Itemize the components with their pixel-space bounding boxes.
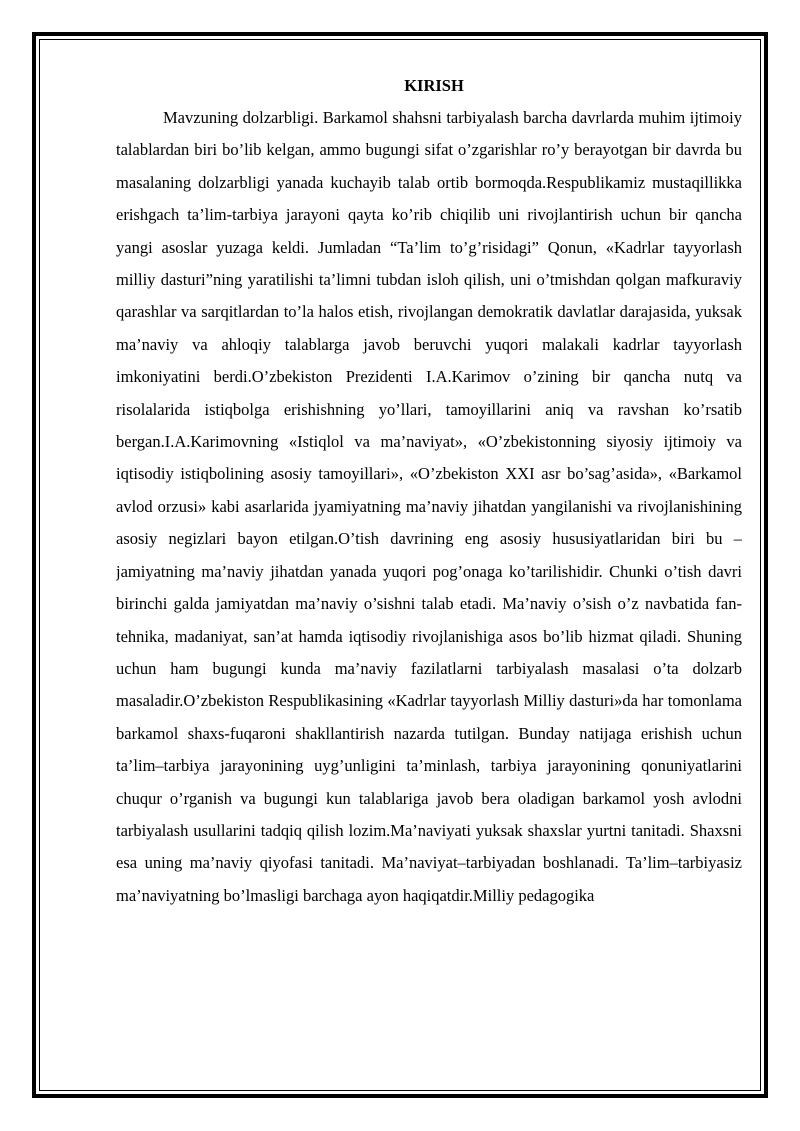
section-title: KIRISH (404, 76, 464, 95)
body-paragraph: Mavzuning dolzarbligi. Barkamol shahsni tarbiyalash barcha davrlarda muhim ijtimoiy talablardan biri bo’lib kelgan, ammo bugungi sifat o’zgarishlar ro’y berayotgan bir davrda bu masalaning dolzarbligi yanada kuchayib talab ortib bormoqda.Respublikamiz mustaqillikka erishgach ta’lim-tarbiya jarayoni qayta ko’rib chiqilib uni rivojlantirish uchun bir qancha yangi asoslar yuzaga keldi. Jumladan “Ta’lim to’g’risidagi” Qonun, «Kadrlar tayyorlash milliy dasturi”ning yaratilishi ta’limni tubdan isloh qilish, uni o’tmishdan qolgan mafkuraviy qarashlar va sarqitlardan to’la halos etish, rivojlangan demokratik davlatlar darajasida, yuksak ma’naviy va ahloqiy talablarga javob beruvchi yuqori malakali kadrlar tayyorlash imkoniyatini berdi.O’zbekiston Prezidenti I.A.Karimov o’zining bir qancha nutq va risolalarida istiqbolga erishishning yo’llari, tamoyillarini aniq va ravshan ko’rsatib bergan.I.A.Karimovning «Istiqlol va ma’naviyat», «O’zbekistonning siyosiy ijtimoiy va iqtisodiy istiqbolining asosiy tamoyillari», «O’zbekiston XXI asr bo’sag’asida», «Barkamol avlod orzusi» kabi asarlarida jyamiyatning ma’naviy jihatdan yangilanishi va rivojlanishining asosiy negizlari bayon etilgan.O’tish davrining eng asosiy hususiyatlaridan biri bu – jamiyatning ma’naviy jihatdan yanada yuqori pog’onaga ko’tarilishidir. Chunki o’tish davri birinchi galda jamiyatdan ma’naviy o’sishni talab etadi. Ma’naviy o’sish o’z navbatida fan-tehnika, madaniyat, san’at hamda iqtisodiy rivojlanishiga asos bo’lib hizmat qiladi. Shuning uchun ham bugungi kunda ma’naviy fazilatlarni tarbiyalash masalasi o’ta dolzarb masaladir.O’zbekiston Respublikasining «Kadrlar tayyorlash Milliy dasturi»da har tomonlama barkamol shaxs-fuqaroni shakllantirish nazarda tutilgan. Bunday natijaga erishish uchun ta’lim–tarbiya jarayonining uyg’unligini ta’minlash, tarbiya jarayonining qonuniyatlarini chuqur o’rganish va bugungi kun talablariga javob bera oladigan barkamol yosh avlodni tarbiyalash usullarini tadqiq qilish lozim.Ma’naviyati yuksak shaxslar yurtni tanitadi. Shaxsni esa uning ma’naviy qiyofasi tanitadi. Ma’naviyat–tarbiyadan boshlanadi. Ta’lim–tarbiyasiz ma’naviyatning bo’lmasligi barchaga ayon haqiqatdir.Milliy pedagogika (116, 108, 742, 905)
document-content (116, 74, 742, 1042)
